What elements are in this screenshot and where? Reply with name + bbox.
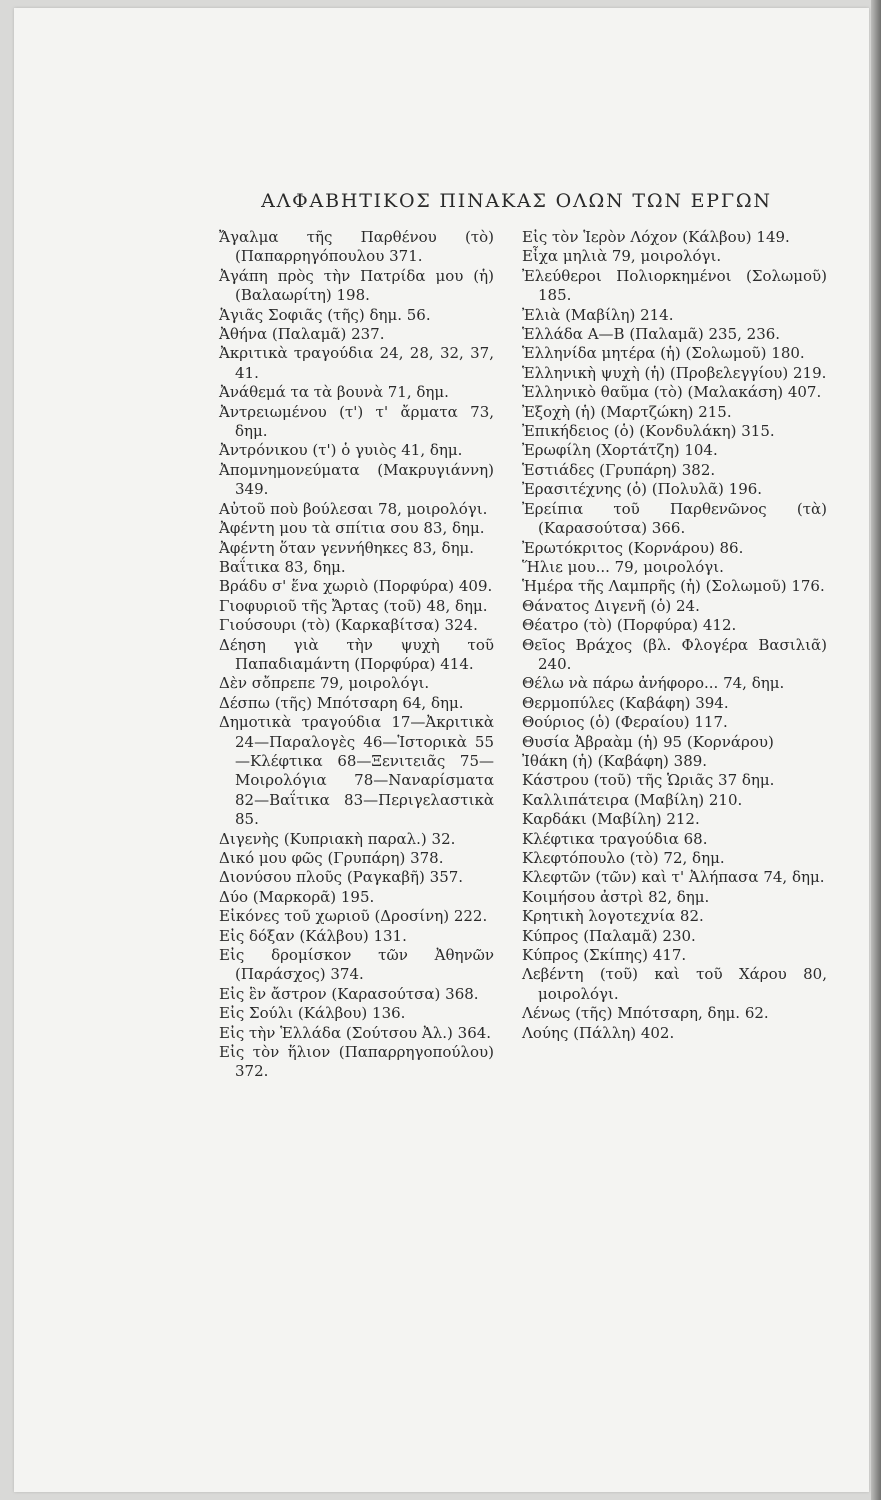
- index-entry: Ἑλληνίδα μητέρα (ἡ) (Σολωμοῦ) 180.: [522, 344, 805, 363]
- index-entry: Ἀθήνα (Παλαμᾶ) 237.: [219, 325, 385, 344]
- index-entry: Ἑστιάδες (Γρυπάρη) 382.: [522, 460, 716, 479]
- index-entry: Κάστρου (τοῦ) τῆς Ὡριᾶς 37 δημ.: [522, 771, 775, 790]
- index-entry: Κύπρος (Παλαμᾶ) 230.: [522, 926, 696, 945]
- index-entry: Θέατρο (τὸ) (Πορφύρα) 412.: [522, 616, 737, 635]
- index-entry: Ἐλεύθεροι Πολιορκημένοι (Σολωμοῦ) 185.: [522, 266, 827, 305]
- index-entry: Θεῖος Βράχος (βλ. Φλογέρα Βασιλιᾶ) 240.: [522, 635, 827, 673]
- index-entry: Κλέφτικα τραγούδια 68.: [522, 829, 708, 848]
- index-entry: Θάνατος Διγενῆ (ὁ) 24.: [522, 596, 700, 615]
- index-entry: Ἑλλάδα Α—Β (Παλαμᾶ) 235, 236.: [522, 325, 781, 344]
- index-entry: Ἀφέντη ὅταν γεννήθηκες 83, δημ.: [219, 538, 475, 557]
- index-entry: Ἁγιᾶς Σοφιᾶς (τῆς) δημ. 56.: [219, 305, 431, 324]
- index-entry: Κλεφτῶν (τῶν) καὶ τ' Ἀλήπασα 74, δημ.: [522, 868, 825, 887]
- index-entry: Εἰς τὸν ἥλιον (Παπαρρηγοπούλου) 372.: [219, 1043, 494, 1081]
- index-entry: Διγενὴς (Κυπριακὴ παραλ.) 32.: [219, 829, 456, 848]
- index-entry: Ἀντρόνικου (τ') ὁ γυιὸς 41, δημ.: [219, 441, 463, 460]
- index-entry: Ἀγάπη πρὸς τὴν Πατρίδα μου (ἡ) (Βαλαωρίτη) 198.: [219, 266, 494, 305]
- index-entry: Λένως (τῆς) Μπότσαρη, δημ. 62.: [522, 1004, 769, 1023]
- index-entry: Ἐξοχὴ (ἡ) (Μαρτζώκη) 215.: [522, 402, 732, 421]
- page-edge-shadow: [871, 0, 881, 1500]
- index-entry: Ἐρωφίλη (Χορτάτζη) 104.: [522, 441, 718, 460]
- index-entry: Εἶχα μηλιὰ 79, μοιρολόγι.: [522, 247, 722, 266]
- index-entry: Θερμοπύλες (Καβάφη) 394.: [522, 693, 729, 712]
- index-entry: Δὲν σὄπρεπε 79, μοιρολόγι.: [219, 674, 430, 693]
- index-entry: Εἰς δόξαν (Κάλβου) 131.: [219, 926, 407, 945]
- page-title: ΑΛΦΑΒΗΤΙΚΟΣ ΠΙΝΑΚΑΣ ΟΛΩΝ ΤΩΝ ΕΡΓΩΝ: [261, 190, 772, 212]
- index-entry: Ἀκριτικὰ τραγούδια 24, 28, 32, 37, 41.: [219, 344, 494, 382]
- index-entry: Ἀπομνημονεύματα (Μακρυγιάννη) 349.: [219, 460, 494, 499]
- index-entry: Εἰς τὴν Ἑλλάδα (Σούτσου Ἀλ.) 364.: [219, 1023, 492, 1042]
- index-entry: Βαΐτικα 83, δημ.: [219, 557, 346, 576]
- index-entry: Δημοτικὰ τραγούδια 17—Ἀκριτικὰ 24—Παραλογὲς 46—Ἱστορικὰ 55—Κλέφτικα 68—Ξενιτειᾶς 75—Μοιρολόγια 78—Ναναρίσματα 82—Βαΐτικα 83—Περιγελαστικὰ 85.: [219, 713, 494, 829]
- index-entry: Εἰς δρομίσκον τῶν Ἀθηνῶν (Παράσχος) 374.: [219, 946, 494, 984]
- index-entry: Κρητικὴ λογοτεχνία 82.: [522, 907, 704, 926]
- index-entry: Ἥλιε μου... 79, μοιρολόγι.: [522, 557, 724, 576]
- index-entry: Δύο (Μαρκορᾶ) 195.: [219, 887, 375, 906]
- index-entry: Εἰς τὸν Ἱερὸν Λόχον (Κάλβου) 149.: [522, 228, 790, 246]
- index-entry: Κοιμήσου ἀστρὶ 82, δημ.: [522, 887, 710, 906]
- index-entry: Κύπρος (Σκίπης) 417.: [522, 946, 687, 965]
- index-entry: Ἐλιὰ (Μαβίλη) 214.: [522, 305, 674, 324]
- page-sheet: [14, 8, 869, 1492]
- index-entry: Αὐτοῦ ποὺ βούλεσαι 78, μοιρολόγι.: [219, 499, 488, 518]
- index-entry: Λούης (Πάλλη) 402.: [522, 1023, 675, 1042]
- index-entry: Δέσπω (τῆς) Μπότσαρη 64, δημ.: [219, 693, 464, 712]
- index-entry: Βράδυ σ' ἕνα χωριὸ (Πορφύρα) 409.: [219, 577, 493, 596]
- index-entry: Εἰς ἓν ἄστρον (Καρασούτσα) 368.: [219, 984, 479, 1003]
- index-entry: Θυσία Ἀβραὰμ (ἡ) 95 (Κορνάρου): [522, 732, 774, 751]
- index-entry: Ἀνάθεμά τα τὰ βουνὰ 71, δημ.: [219, 383, 449, 402]
- index-entry: Θέλω νὰ πάρω ἀνήφορο... 74, δημ.: [522, 674, 785, 693]
- index-entry: Ἐρασιτέχνης (ὁ) (Πολυλᾶ) 196.: [522, 480, 763, 499]
- index-entry: Ἑλληνικὸ θαῦμα (τὸ) (Μαλακάση) 407.: [522, 383, 822, 402]
- index-entry: Γιοφυριοῦ τῆς Ἄρτας (τοῦ) 48, δημ.: [219, 596, 488, 615]
- index-entry: Ἡμέρα τῆς Λαμπρῆς (ἡ) (Σολωμοῦ) 176.: [522, 577, 825, 596]
- index-column-right: [522, 228, 827, 1043]
- index-entry: Ἐρείπια τοῦ Παρθενῶνος (τὰ) (Καρασούτσα) 366.: [522, 499, 827, 538]
- index-entry: Ἄγαλμα τῆς Παρθένου (τὸ) (Παπαρρηγόπουλου 371.: [219, 228, 494, 266]
- index-entry: Καρδάκι (Μαβίλη) 212.: [522, 810, 700, 829]
- index-entry: Ἰθάκη (ἡ) (Καβάφη) 389.: [522, 751, 708, 770]
- index-entry: Λεβέντη (τοῦ) καὶ τοῦ Χάρου 80, μοιρολόγι.: [522, 965, 827, 1003]
- index-entry: Ἐπικήδειος (ὁ) (Κονδυλάκη) 315.: [522, 422, 775, 441]
- index-entry: Ἑλληνικὴ ψυχὴ (ἡ) (Προβελεγγίου) 219.: [522, 363, 827, 382]
- index-entry: Γιούσουρι (τὸ) (Καρκαβίτσα) 324.: [219, 616, 478, 635]
- index-entry: Δέηση γιὰ τὴν ψυχὴ τοῦ Παπαδιαμάντη (Πορφύρα) 414.: [219, 635, 494, 673]
- index-entry: Διονύσου πλοῦς (Ραγκαβῆ) 357.: [219, 868, 464, 887]
- index-entry: Θούριος (ὁ) (Φεραίου) 117.: [522, 713, 728, 732]
- index-entry: Δικό μου φῶς (Γρυπάρη) 378.: [219, 849, 444, 867]
- index-entry: Ἀντρειωμένου (τ') τ' ἄρματα 73, δημ.: [219, 402, 494, 441]
- index-entry: Εἰκόνες τοῦ χωριοῦ (Δροσίνη) 222.: [219, 907, 488, 926]
- index-entry: Ἀφέντη μου τὰ σπίτια σου 83, δημ.: [219, 519, 485, 538]
- index-entry: Καλλιπάτειρα (Μαβίλη) 210.: [522, 790, 743, 809]
- index-entry: Εἰς Σούλι (Κάλβου) 136.: [219, 1004, 406, 1023]
- index-entry: Κλεφτόπουλο (τὸ) 72, δημ.: [522, 849, 725, 867]
- index-entry: Ἐρωτόκριτος (Κορνάρου) 86.: [522, 538, 744, 557]
- index-column-left: [219, 228, 494, 1082]
